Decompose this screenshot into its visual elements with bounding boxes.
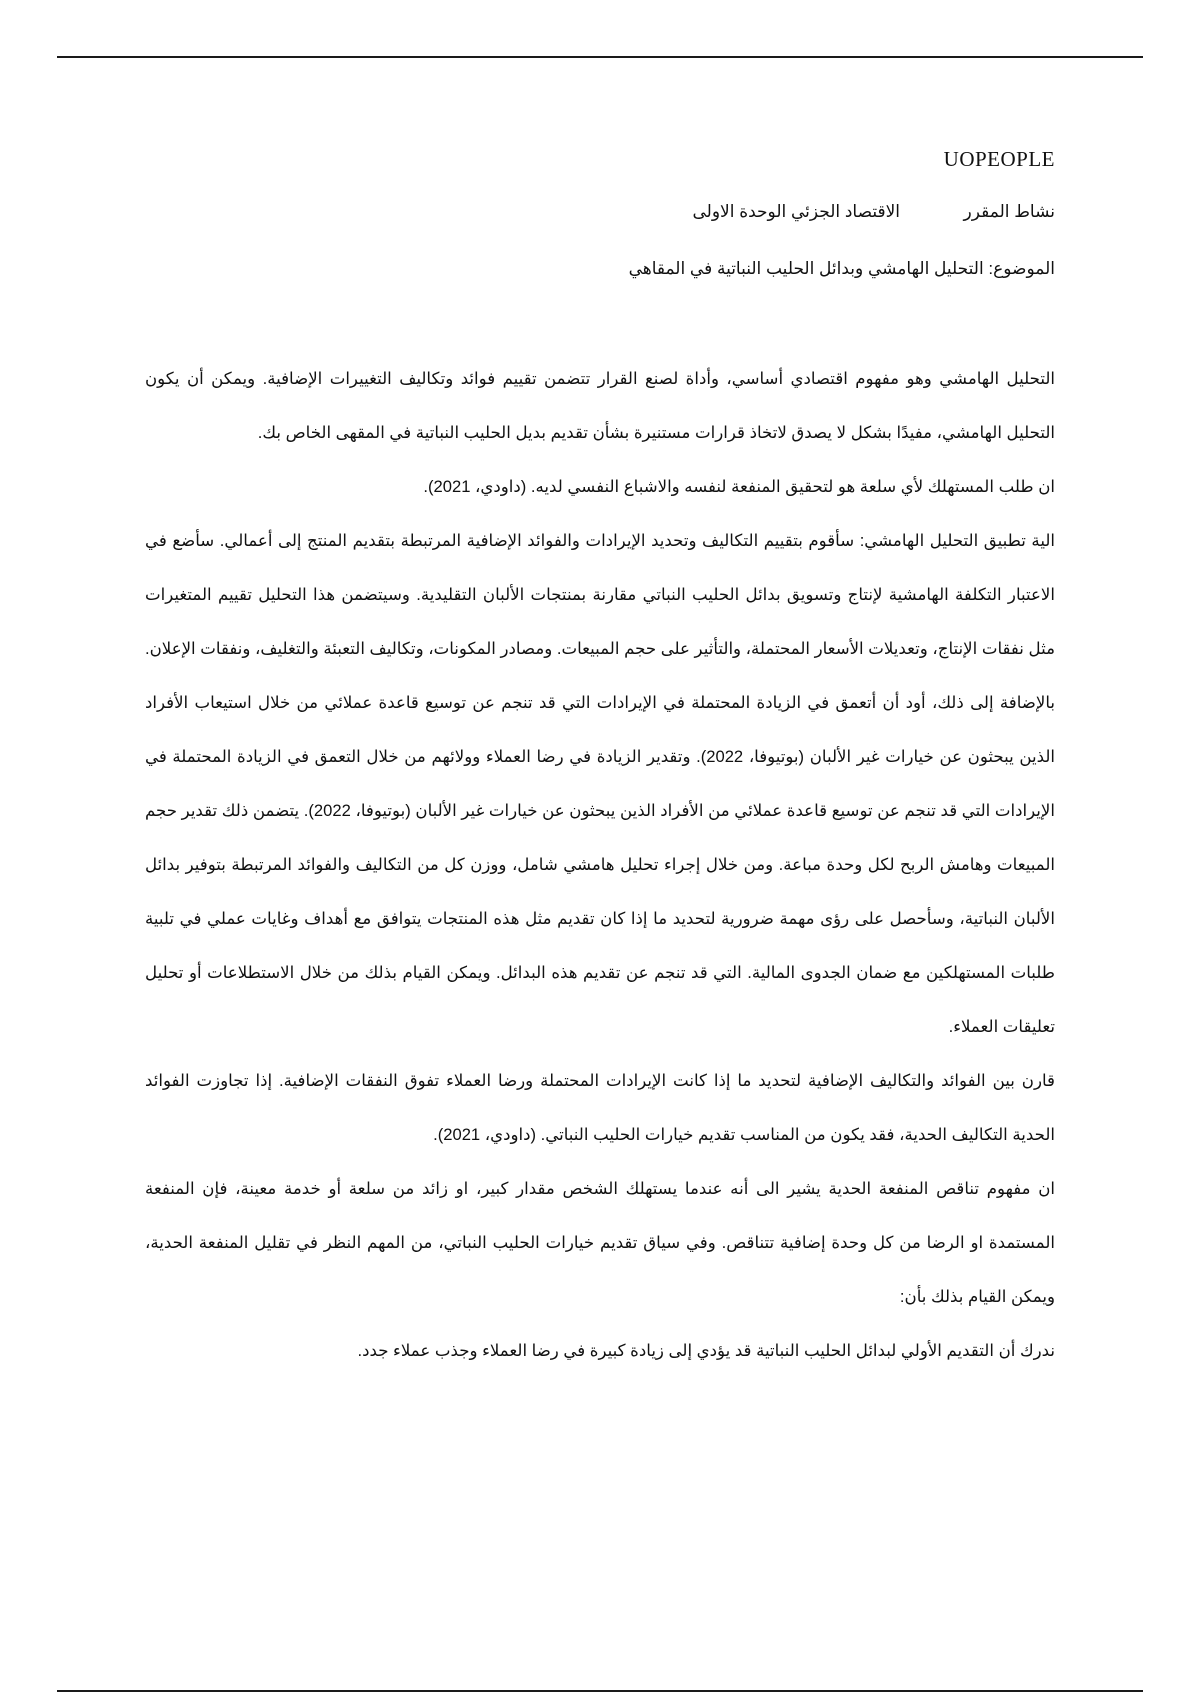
- subject-line: الموضوع: التحليل الهامشي وبدائل الحليب النباتية في المقاهي: [628, 259, 1055, 278]
- course-info-line: [693, 201, 1056, 223]
- page-bottom-rule: [57, 1690, 1143, 1692]
- document-body: [145, 352, 1055, 1378]
- paragraph-diminishing-utility: ان مفهوم تناقص المنفعة الحدية يشير الى أنه عندما يستهلك الشخص مقدار كبير، او زائد من سلعة أو خدمة معينة، فإن المنفعة المستمدة او الرضا من كل وحدة إضافية تتناقص. وفي سياق تقديم خيارات الحليب النباتي، من المهم النظر في تقليل المنفعة الحدية، ويمكن القيام بذلك بأن:: [145, 1179, 1055, 1306]
- paragraph-intro: التحليل الهامشي وهو مفهوم اقتصادي أساسي، وأداة لصنع القرار تتضمن تقييم فوائد وتكاليف التغييرات الإضافية. ويمكن أن يكون التحليل الهامشي، مفيدًا بشكل لا يصدق لاتخاذ قرارات مستنيرة بشأن تقديم بديل الحليب النباتية في المقهى الخاص بك.: [145, 369, 1055, 442]
- institution-name: UOPEOPLE: [943, 147, 1055, 171]
- paragraph-consumer-demand: ان طلب المستهلك لأي سلعة هو لتحقيق المنفعة لنفسه والاشباع النفسي لديه. (داودي، 2021).: [423, 477, 1055, 496]
- paragraph-initial-offering: ندرك أن التقديم الأولي لبدائل الحليب النباتية قد يؤدي إلى زيادة كبيرة في رضا العملاء وجذب عملاء جدد.: [357, 1341, 1055, 1360]
- course-name: الاقتصاد الجزئي الوحدة الاولى: [692, 202, 900, 221]
- activity-label: نشاط المقرر: [963, 202, 1055, 221]
- page-top-rule: [57, 56, 1143, 58]
- paragraph-marginal-analysis-mechanism: الية تطبيق التحليل الهامشي: سأقوم بتقييم التكاليف وتحديد الإيرادات والفوائد الإضافية المرتبطة بتقديم المنتج إلى أعمالي. سأضع في الاعتبار التكلفة الهامشية لإنتاج وتسويق بدائل الحليب النباتي مقارنة بمنتجات الألبان التقليدية. وسيتضمن هذا التحليل تقييم المتغيرات مثل نفقات الإنتاج، وتعديلات الأسعار المحتملة، والتأثير على حجم المبيعات. ومصادر المكونات، وتكاليف التعبئة والتغليف، ونفقات الإعلان. بالإضافة إلى ذلك، أود أن أتعمق في الزيادة المحتملة في الإيرادات التي قد تنجم عن توسيع قاعدة عملائي من خلال استيعاب الأفراد الذين يبحثون عن خيارات غير الألبان (بوتيوفا، 2022). وتقدير الزيادة في رضا العملاء وولائهم من خلال التعمق في الزيادة المحتملة في الإيرادات التي قد تنجم عن توسيع قاعدة عملائي من الأفراد الذين يبحثون عن خيارات غير الألبان (بوتيوفا، 2022). يتضمن ذلك تقدير حجم المبيعات وهامش الربح لكل وحدة مباعة. ومن خلال إجراء تحليل هامشي شامل، ووزن كل من التكاليف والفوائد المرتبطة بتوفير بدائل الألبان النباتية، وسأحصل على رؤى مهمة ضرورية لتحديد ما إذا كان تقديم مثل هذه المنتجات يتوافق مع أهداف وغايات عملي في تلبية طلبات المستهلكين مع ضمان الجدوى المالية. التي قد تنجم عن تقديم هذه البدائل. ويمكن القيام بذلك من خلال الاستطلاعات أو تحليل تعليقات العملاء.: [145, 531, 1056, 1036]
- paragraph-compare-benefits-costs: قارن بين الفوائد والتكاليف الإضافية لتحديد ما إذا كانت الإيرادات المحتملة ورضا العملاء تفوق النفقات الإضافية. إذا تجاوزت الفوائد الحدية التكاليف الحدية، فقد يكون من المناسب تقديم خيارات الحليب النباتي. (داودي، 2021).: [145, 1071, 1055, 1144]
